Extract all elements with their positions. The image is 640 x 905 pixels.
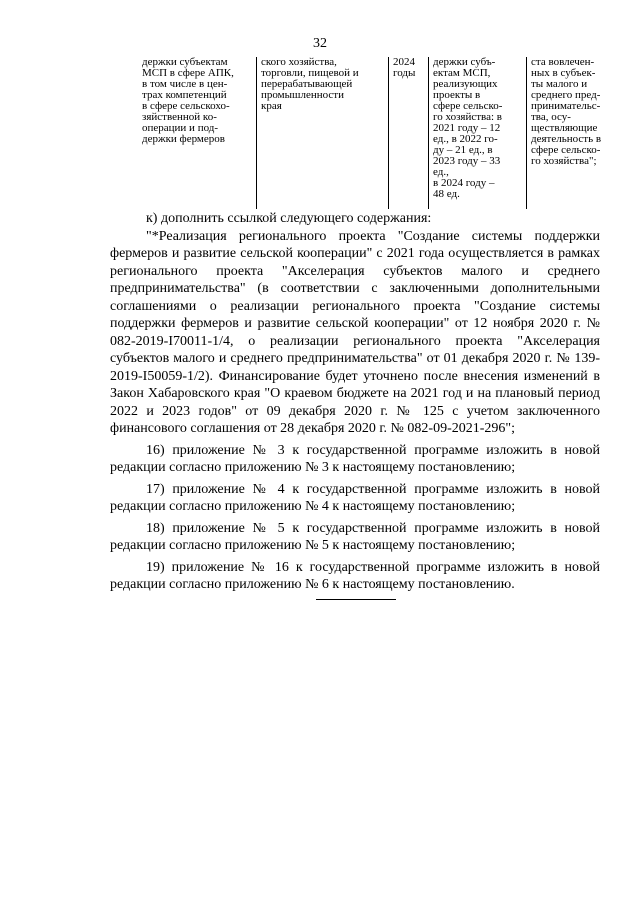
paragraph-k: к) дополнить ссылкой следующего содержания: [146,211,432,226]
cell-line: реализующих [433,78,498,90]
cell-line: го хозяйства"; [531,155,597,167]
cell-line: 2024 [393,56,415,68]
cell-line: ед., в 2022 го- [433,133,498,145]
cell-line: проекты в [433,89,481,101]
cell-line: держки субъ- [433,56,496,68]
cell-line: трах компетенций [142,89,227,101]
cell-line: 2023 году – 33 [433,155,501,167]
cell-line: ных в субъек- [531,67,596,79]
cell-line: ществляющие [531,122,598,134]
cell-line: годы [393,67,416,79]
paragraph-18: 18) приложение № 5 к государственной программе изложить в новой редакции согласно приложению № 5 к настоящему постановлению; [110,520,600,553]
cell-line: ского хозяйства, [261,56,337,68]
cell-line: ду – 21 ед., в [433,144,493,156]
paragraph-16: 16) приложение № 3 к государственной программе изложить в новой редакции согласно приложению № 3 к настоящему постановлению; [110,442,600,475]
cell-line: перерабатывающей [261,78,353,90]
cell-line: 2021 году – 12 [433,122,501,134]
cell-line: ектам МСП, [433,67,491,79]
cell-line: среднего пред- [531,89,601,101]
page-number: 32 [313,36,327,51]
cell-line: сфере сельско- [433,100,503,112]
cell-line: держки фермеров [142,133,225,145]
cell-line: торговли, пищевой и [261,67,359,79]
table-cell-col4 [428,57,526,209]
cell-line: ед., [433,166,449,178]
cell-line: МСП в сфере АПК, [142,67,234,79]
cell-line: деятельность в [531,133,602,145]
cell-line: го хозяйства: в [433,111,502,123]
cell-line: ста вовлечен- [531,56,595,68]
table-cell-col3 [388,57,428,209]
cell-line: в том числе в цен- [142,78,228,90]
paragraph-17: 17) приложение № 4 к государственной программе изложить в новой редакции согласно приложению № 4 к настоящему постановлению; [110,481,600,514]
cell-line: в 2024 году – [433,177,495,189]
cell-line: в сфере сельскохо- [142,100,230,112]
end-separator-line [316,599,396,600]
paragraph-footnote: "*Реализация регионального проекта "Создание системы поддержки фермеров и развитие сельской кооперации" с 2021 года осуществляется в рамках регионального проекта "Акселерация субъектов малого и среднего предпринимательства" (в соответствии с заключенными дополнительными соглашениями о реализации регионального проекта "Создание системы поддержки фермеров и развитие сельской кооперации" от 12 ноября 2020 г. № 082-2019-I70011-1/4, о реализации регионального проекта "Акселерация субъектов малого и среднего предпринимательства" от 01 декабря 2020 г. № 139-2019-I50059-1/2). Финансирование будет уточнено после внесения изменений в Закон Хабаровского края "О краевом бюджете на 2021 год и на плановый период 2022 и 2023 годов" от 09 декабря 2020 г. № 125 с учетом заключенного финансового соглашения от 28 декабря 2020 г. № 082-09-2021-296"; [110,228,600,436]
cell-line: края [261,100,282,112]
cell-line: ты малого и [531,78,588,90]
cell-line: 48 ед. [433,188,460,200]
cell-line: сфере сельско- [531,144,601,156]
cell-line: тва, осу- [531,111,571,123]
cell-line: принимательс- [531,100,601,112]
document-body [110,210,600,594]
cell-line: операции и под- [142,122,219,134]
table-fragment [142,57,604,209]
table-cell-col5 [526,57,604,209]
cell-line: зяйственной ко- [142,111,217,123]
table-cell-col1 [142,57,256,209]
cell-line: промышленности [261,89,344,101]
table-cell-col2 [256,57,388,209]
cell-line: держки субъектам [142,56,228,68]
paragraph-19: 19) приложение № 16 к государственной программе изложить в новой редакции согласно приложению № 6 к настоящему постановлению. [110,559,600,592]
